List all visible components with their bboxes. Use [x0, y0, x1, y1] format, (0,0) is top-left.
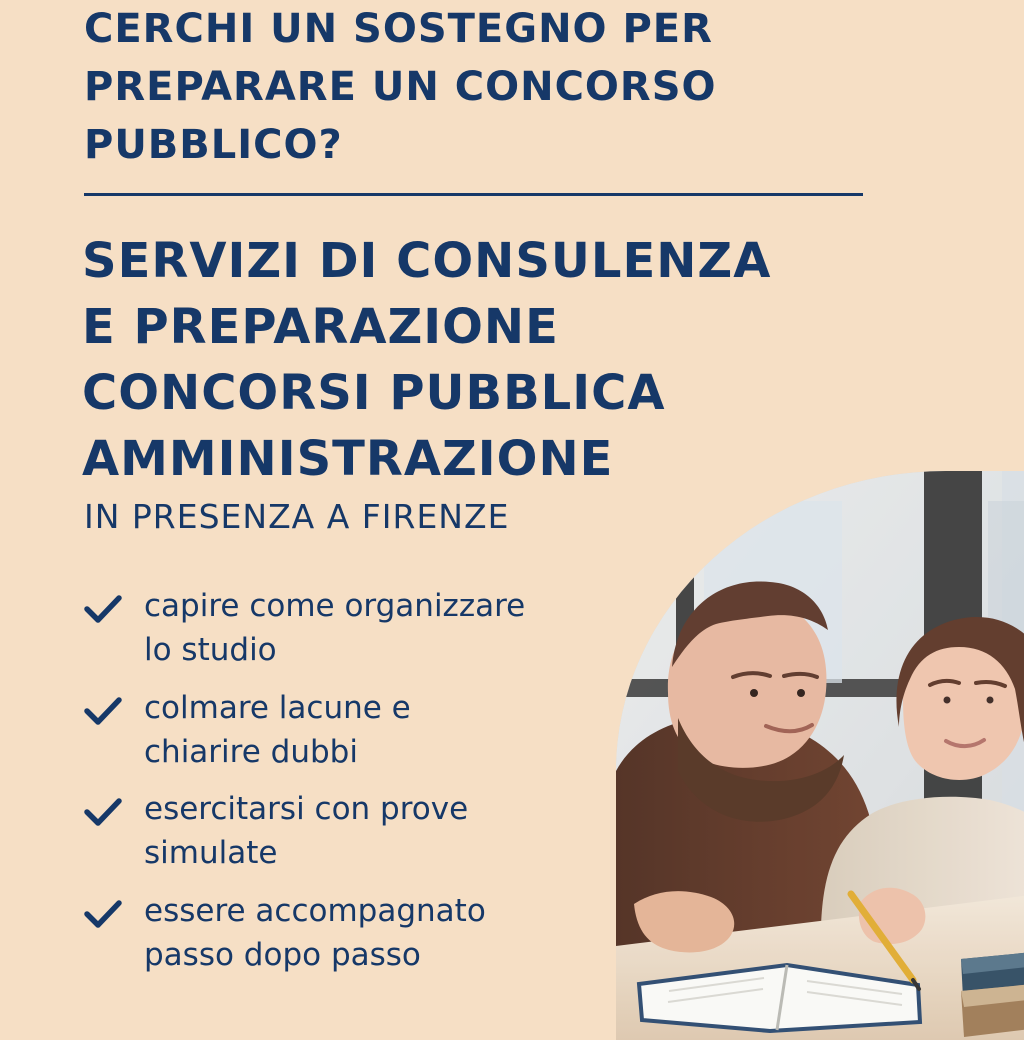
service-title-line: E PREPARAZIONE: [82, 299, 559, 355]
benefit-item: [84, 686, 564, 776]
benefit-text: [144, 584, 564, 672]
check-icon: [84, 797, 122, 827]
question-heading-line: PUBBLICO?: [84, 122, 343, 168]
benefit-text-line: lo studio: [144, 632, 277, 668]
service-title: [82, 228, 842, 492]
students-photo: [616, 471, 1024, 1040]
location-subtitle: IN PRESENZA A FIRENZE: [84, 497, 510, 536]
benefit-text-line: colmare lacune e: [144, 690, 411, 726]
benefit-text-line: capire come organizzare: [144, 588, 526, 624]
check-icon: [84, 899, 122, 929]
benefit-item: [84, 584, 564, 674]
study-scene-illustration: [616, 471, 1024, 1040]
benefit-text-line: chiarire dubbi: [144, 734, 358, 770]
benefit-item: [84, 889, 564, 979]
service-title-line: SERVIZI DI CONSULENZA: [82, 233, 772, 289]
service-title-line: AMMINISTRAZIONE: [82, 431, 614, 487]
benefit-text-line: passo dopo passo: [144, 937, 421, 973]
heading-divider: [84, 193, 863, 196]
benefit-text-line: esercitarsi con prove: [144, 791, 469, 827]
benefit-text-line: essere accompagnato: [144, 893, 486, 929]
service-title-line: CONCORSI PUBBLICA: [82, 365, 666, 421]
benefit-text: [144, 787, 564, 875]
benefit-text-line: simulate: [144, 835, 278, 871]
benefit-text: [144, 889, 564, 977]
check-icon: [84, 696, 122, 726]
benefit-item: [84, 787, 564, 877]
question-heading: [84, 0, 844, 174]
question-heading-line: PREPARARE UN CONCORSO: [84, 64, 717, 110]
benefit-text: [144, 686, 564, 774]
question-heading-line: CERCHI UN SOSTEGNO PER: [84, 6, 713, 52]
check-icon: [84, 594, 122, 624]
